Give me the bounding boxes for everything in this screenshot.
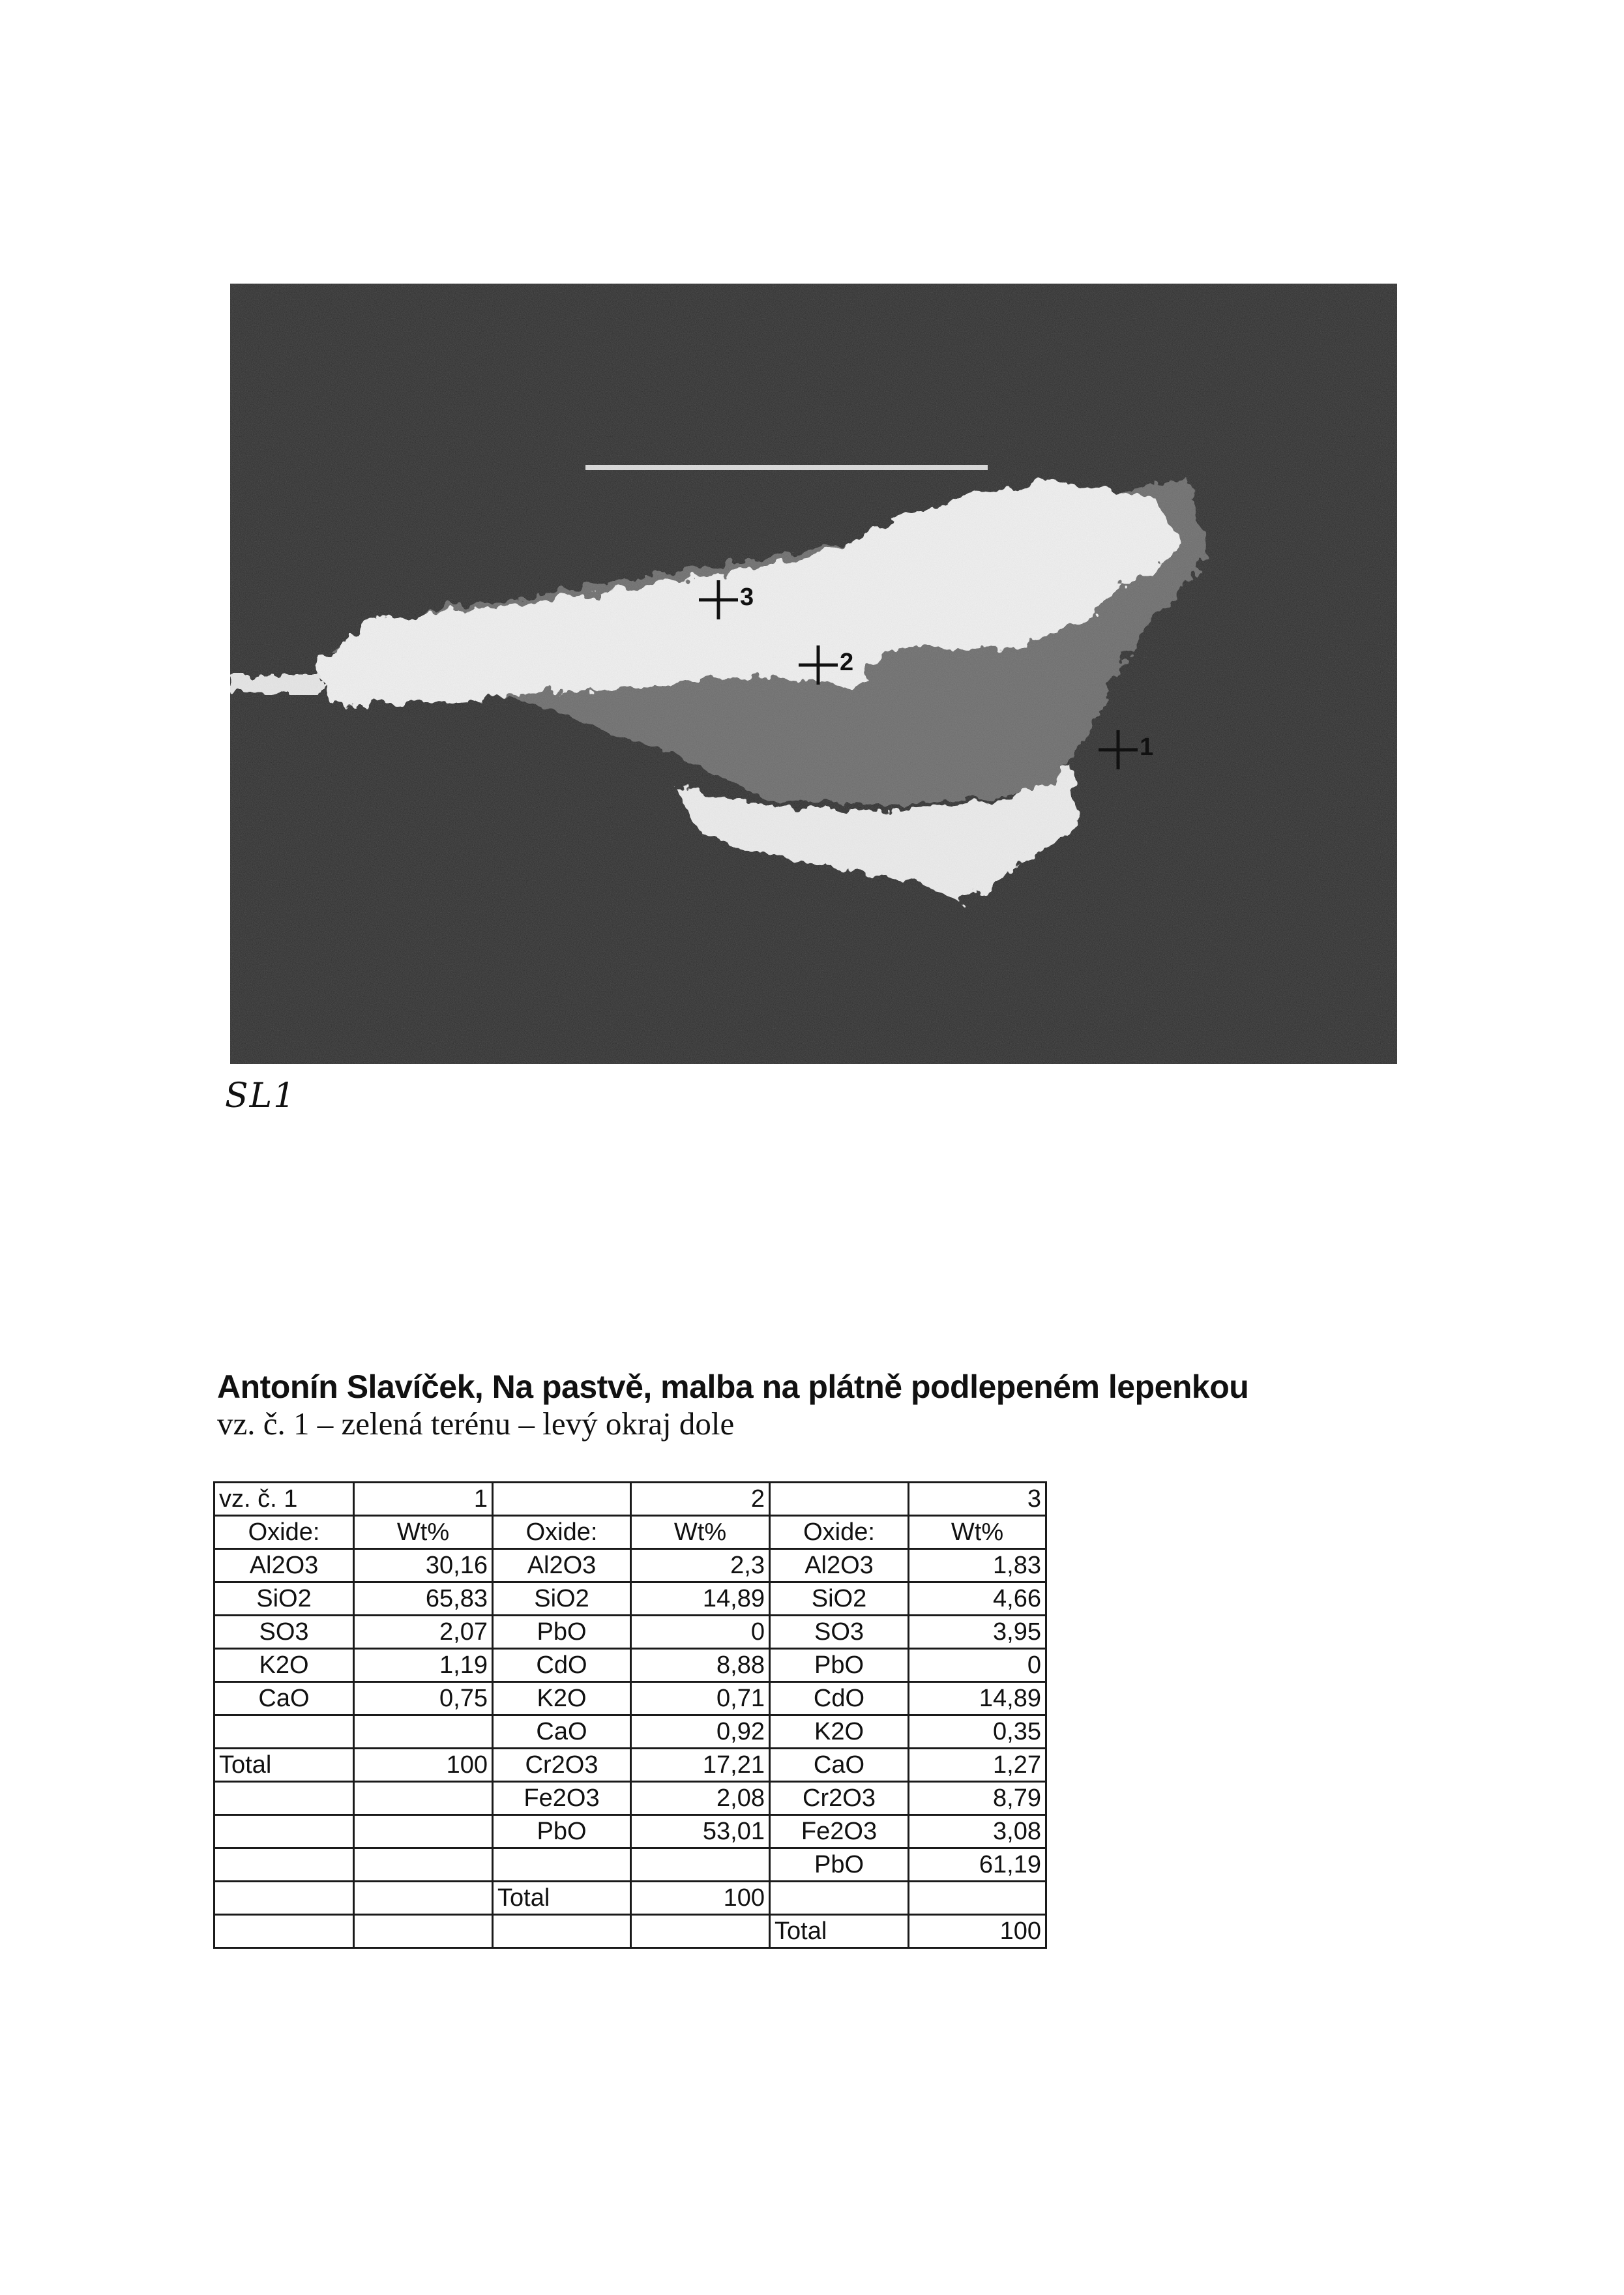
- table-cell-oxide: K2O: [214, 1649, 354, 1682]
- table-row: [214, 1549, 1046, 1582]
- table-cell-wt: 0,71: [631, 1682, 770, 1715]
- micrograph-image: [230, 284, 1397, 1064]
- table-cell-wt: [631, 1848, 770, 1882]
- table-cell-oxide: [214, 1815, 354, 1848]
- table-cell-wt: [354, 1915, 493, 1948]
- table-cell-oxide: [214, 1782, 354, 1815]
- sample-description: vz. č. 1 – zelená terénu – levý okraj dole: [217, 1406, 735, 1442]
- table-cell-oxide: Total: [493, 1882, 631, 1915]
- table-cell-wt: 100: [354, 1749, 493, 1782]
- table-cell-oxide: CaO: [493, 1715, 631, 1749]
- table-cell-oxide: PbO: [493, 1616, 631, 1649]
- handwritten-label: SL1: [225, 1076, 297, 1116]
- table-cell-wt: 3: [909, 1483, 1046, 1516]
- table-cell-oxide: Cr2O3: [770, 1782, 909, 1815]
- table-cell-wt: [354, 1848, 493, 1882]
- table-cell-wt: [354, 1882, 493, 1915]
- table-cell-wt: [354, 1815, 493, 1848]
- table-cell-oxide: Al2O3: [493, 1549, 631, 1582]
- table-cell-oxide: [770, 1882, 909, 1915]
- table-cell-oxide: CaO: [770, 1749, 909, 1782]
- table-cell-oxide: vz. č. 1: [214, 1483, 354, 1516]
- table-row: [214, 1782, 1046, 1815]
- table-cell-wt: Wt%: [631, 1516, 770, 1549]
- table-cell-oxide: [214, 1882, 354, 1915]
- table-cell-oxide: PbO: [493, 1815, 631, 1848]
- table-cell-oxide: [214, 1915, 354, 1948]
- table-cell-wt: 2,07: [354, 1616, 493, 1649]
- table-cell-wt: 4,66: [909, 1582, 1046, 1616]
- table-cell-wt: 1,19: [354, 1649, 493, 1682]
- table-cell-oxide: Oxide:: [214, 1516, 354, 1549]
- table-cell-wt: 0: [909, 1649, 1046, 1682]
- table-cell-oxide: [493, 1483, 631, 1516]
- table-cell-wt: 1: [354, 1483, 493, 1516]
- table-cell-wt: 3,95: [909, 1616, 1046, 1649]
- table-cell-oxide: PbO: [770, 1848, 909, 1882]
- table-cell-oxide: Total: [770, 1915, 909, 1948]
- table-cell-wt: 1,83: [909, 1549, 1046, 1582]
- document-title: Antonín Slavíček, Na pastvě, malba na plátně podlepeném lepenkou: [217, 1369, 1249, 1405]
- table-cell-wt: [909, 1882, 1046, 1915]
- table-cell-wt: 8,79: [909, 1782, 1046, 1815]
- grain-overlay: [230, 284, 1397, 1064]
- table-cell-wt: 0,92: [631, 1715, 770, 1749]
- table-column-header-row: [214, 1516, 1046, 1549]
- table-cell-wt: 2: [631, 1483, 770, 1516]
- marker-label-3: 3: [740, 584, 754, 611]
- table-row: [214, 1682, 1046, 1715]
- table-cell-oxide: Fe2O3: [493, 1782, 631, 1815]
- table-cell-wt: 30,16: [354, 1549, 493, 1582]
- table-cell-oxide: CdO: [493, 1649, 631, 1682]
- table-cell-oxide: Cr2O3: [493, 1749, 631, 1782]
- table-cell-wt: [354, 1715, 493, 1749]
- table-cell-oxide: SO3: [214, 1616, 354, 1649]
- table-cell-wt: 100: [909, 1915, 1046, 1948]
- table-row: [214, 1649, 1046, 1682]
- table-cell-oxide: Oxide:: [770, 1516, 909, 1549]
- table-cell-wt: 100: [631, 1882, 770, 1915]
- table-cell-oxide: SiO2: [493, 1582, 631, 1616]
- table-cell-wt: 2,3: [631, 1549, 770, 1582]
- table-row: [214, 1616, 1046, 1649]
- table-cell-oxide: Al2O3: [770, 1549, 909, 1582]
- table-header-row: [214, 1483, 1046, 1516]
- table-cell-wt: 8,88: [631, 1649, 770, 1682]
- table-cell-wt: 2,08: [631, 1782, 770, 1815]
- table-cell-wt: Wt%: [909, 1516, 1046, 1549]
- table-cell-wt: 1,27: [909, 1749, 1046, 1782]
- table-cell-wt: 65,83: [354, 1582, 493, 1616]
- table-cell-oxide: Oxide:: [493, 1516, 631, 1549]
- table-cell-wt: 53,01: [631, 1815, 770, 1848]
- table-cell-wt: [354, 1782, 493, 1815]
- table-cell-oxide: Al2O3: [214, 1549, 354, 1582]
- table-cell-oxide: SiO2: [770, 1582, 909, 1616]
- table-cell-wt: 3,08: [909, 1815, 1046, 1848]
- table-row: [214, 1848, 1046, 1882]
- marker-label-1: 1: [1140, 733, 1154, 761]
- table-cell-wt: 14,89: [909, 1682, 1046, 1715]
- table-cell-oxide: [214, 1848, 354, 1882]
- table-row: [214, 1915, 1046, 1948]
- table-cell-oxide: [214, 1715, 354, 1749]
- table-cell-wt: 0: [631, 1616, 770, 1649]
- table-cell-wt: Wt%: [354, 1516, 493, 1549]
- table-cell-oxide: SiO2: [214, 1582, 354, 1616]
- table-cell-oxide: Fe2O3: [770, 1815, 909, 1848]
- table-row: [214, 1815, 1046, 1848]
- table-cell-wt: 61,19: [909, 1848, 1046, 1882]
- table-cell-wt: [631, 1915, 770, 1948]
- table-cell-oxide: [493, 1915, 631, 1948]
- table-cell-wt: 14,89: [631, 1582, 770, 1616]
- table-cell-oxide: [493, 1848, 631, 1882]
- table-cell-oxide: CaO: [214, 1682, 354, 1715]
- table-cell-oxide: K2O: [770, 1715, 909, 1749]
- oxide-composition-table: [213, 1481, 1047, 1949]
- table-cell-wt: 0,75: [354, 1682, 493, 1715]
- table-cell-oxide: Total: [214, 1749, 354, 1782]
- table-cell-oxide: [770, 1483, 909, 1516]
- table-row: [214, 1882, 1046, 1915]
- table-cell-oxide: CdO: [770, 1682, 909, 1715]
- sem-micrograph: [230, 284, 1397, 1064]
- table-row: [214, 1749, 1046, 1782]
- table-cell-wt: 17,21: [631, 1749, 770, 1782]
- table-row: [214, 1582, 1046, 1616]
- marker-label-2: 2: [840, 649, 854, 676]
- table-row: [214, 1715, 1046, 1749]
- table-cell-oxide: K2O: [493, 1682, 631, 1715]
- table-cell-oxide: SO3: [770, 1616, 909, 1649]
- table-cell-wt: 0,35: [909, 1715, 1046, 1749]
- table-cell-oxide: PbO: [770, 1649, 909, 1682]
